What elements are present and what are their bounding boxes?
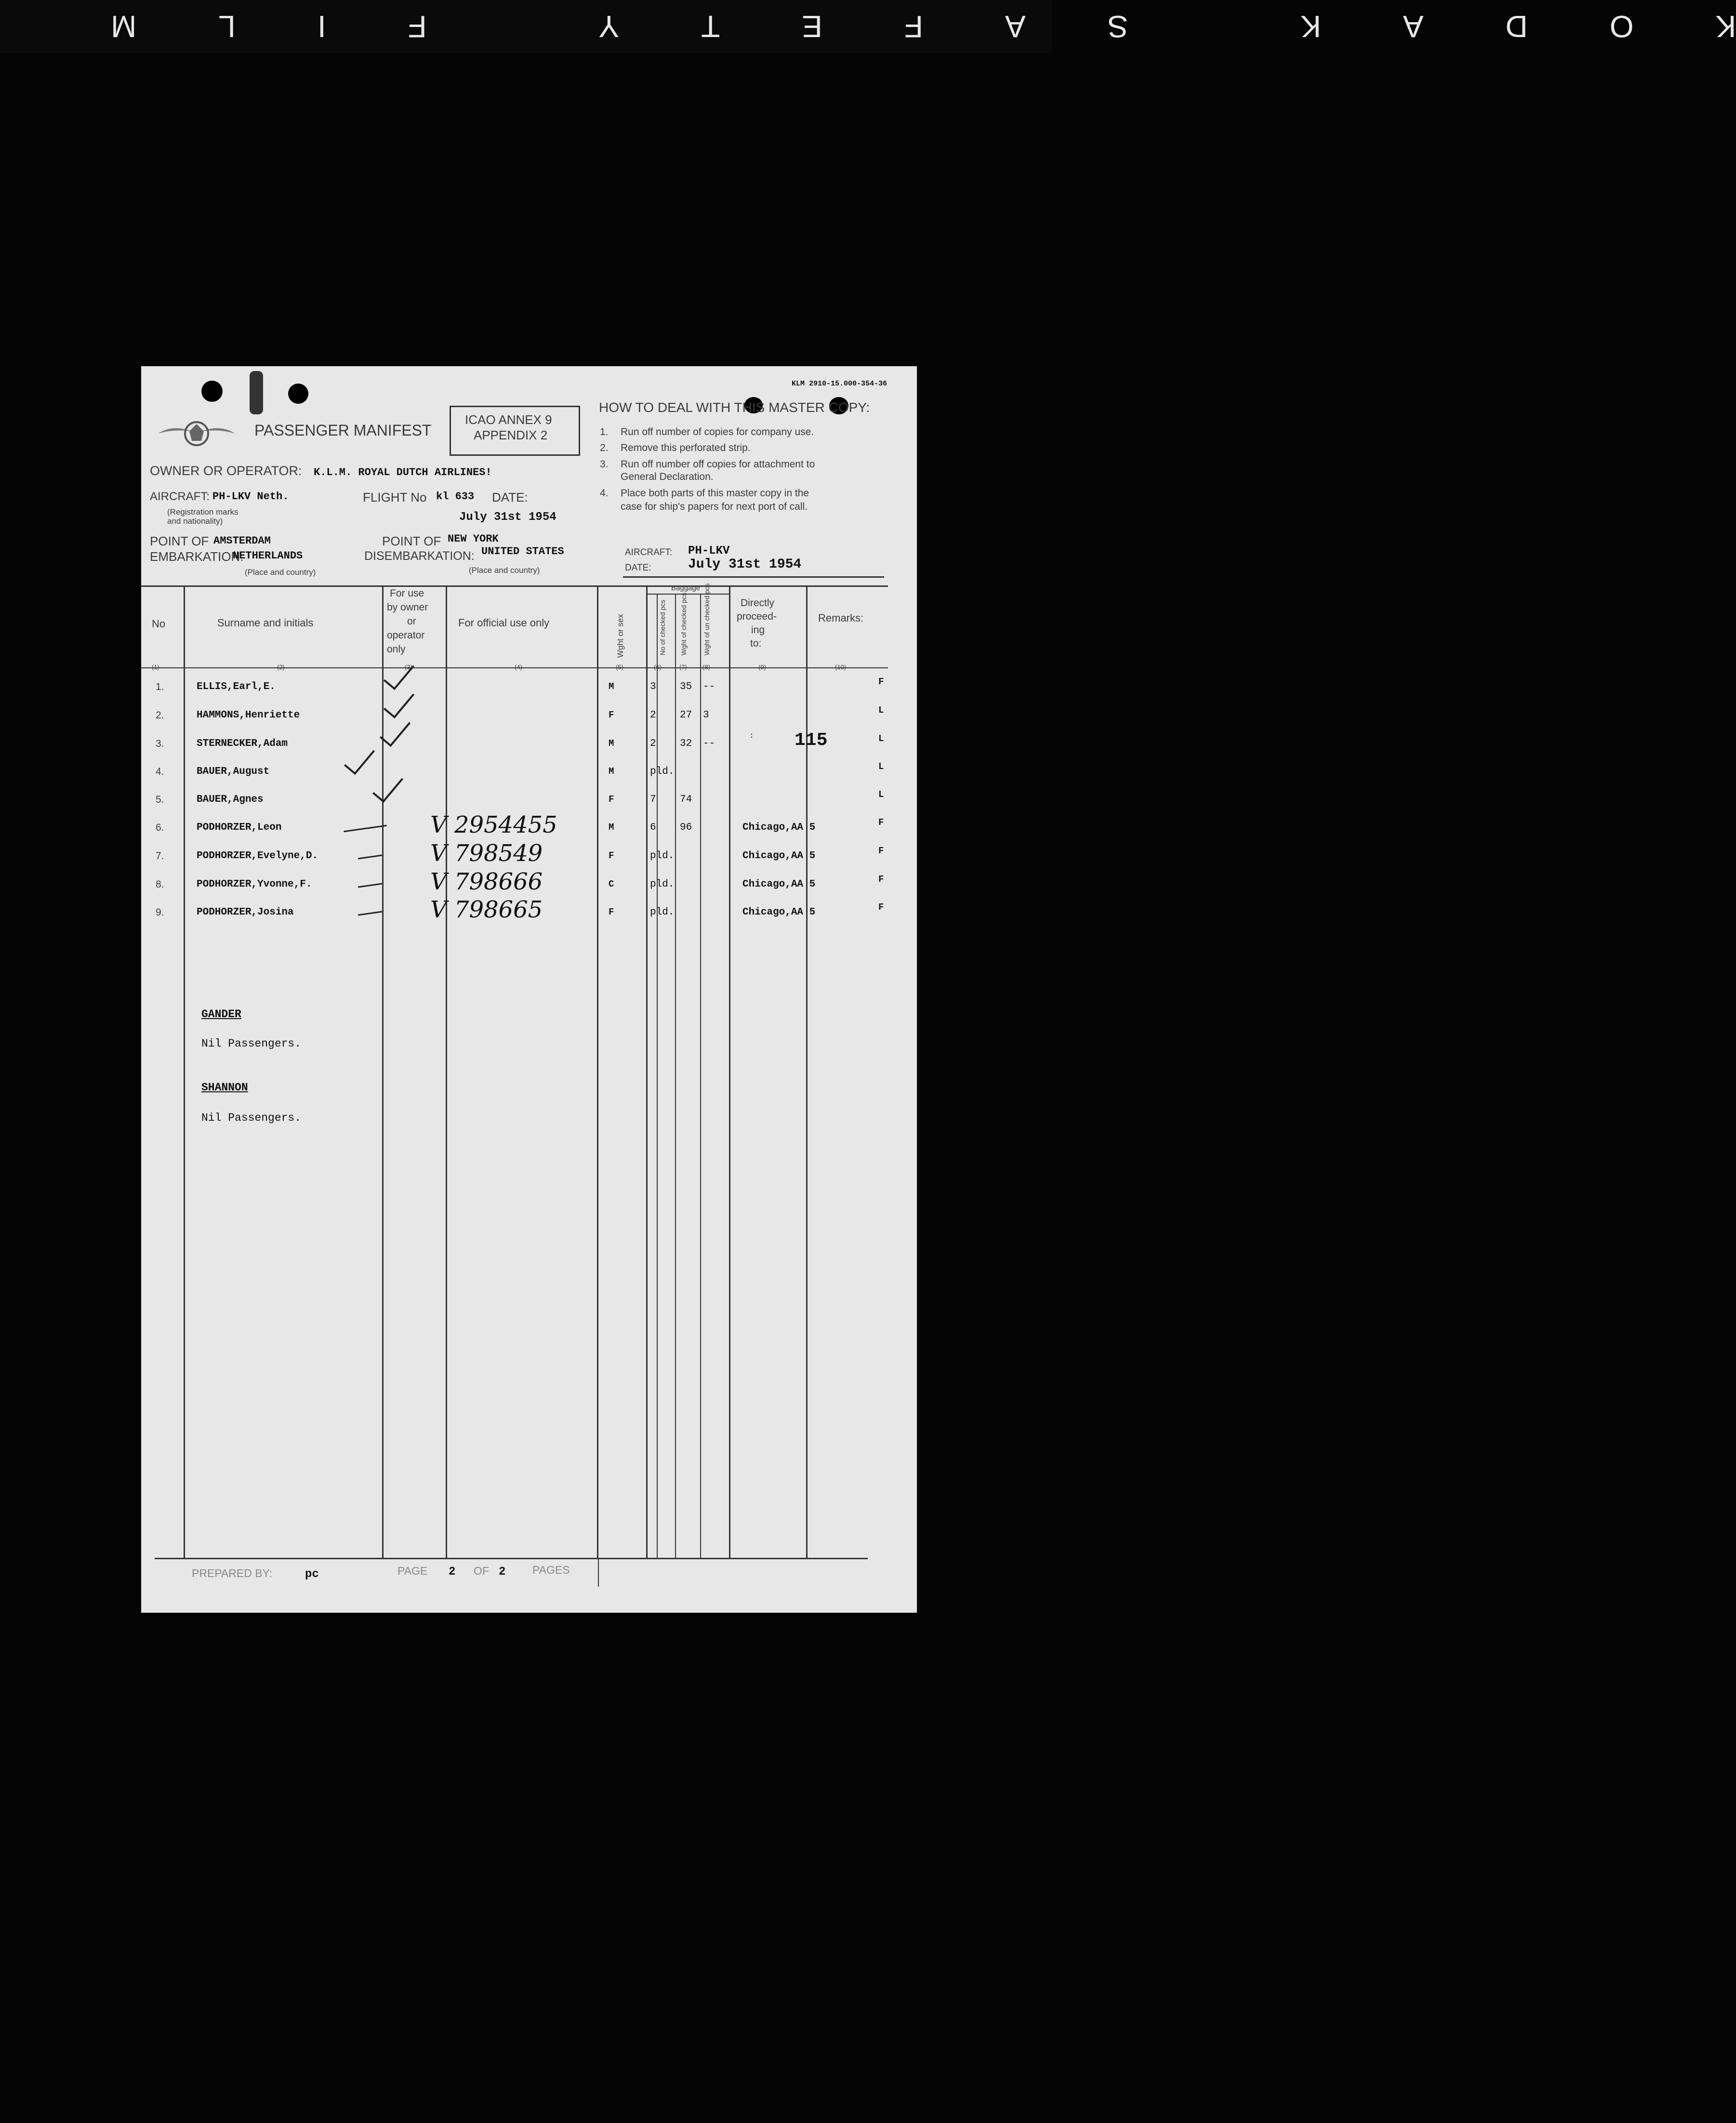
header-owner-use-line: For use [390,588,424,599]
table-top-rule [141,585,888,587]
header-remarks: Remarks: [818,612,864,624]
passenger-name: HAMMONS,Henriette [197,710,300,721]
instruction-number: 1. [600,426,609,438]
of-label: OF [474,1565,489,1577]
row-number: 5. [156,794,164,805]
header-checked-pcs: No of checked pcs [659,599,666,655]
column-number: (9) [758,663,766,671]
embark-city: AMSTERDAM [213,535,271,547]
instr-aircraft-label: AIRCRAFT: [625,547,673,557]
col-divider [382,585,384,1558]
disembark-country: UNITED STATES [481,545,564,557]
baggage-rule [646,594,729,595]
pages-label: PAGES [532,1564,570,1576]
sex-code: C [609,879,614,889]
header-checked-wght: Wght of checked pcs [680,593,688,655]
checked-weight: 27 [680,710,692,721]
checkmark-icon [372,770,403,803]
column-number: (8) [702,663,710,671]
sex-code: M [609,822,614,833]
col-divider [729,585,730,1558]
visa-number: V 798549 [430,840,543,867]
instruction-text: Place both parts of this master copy in the [621,488,809,499]
header-directly-line: Directly [741,597,775,609]
stop-note: Nil Passengers. [201,1037,302,1050]
header-sex: Wght or sex [616,614,625,658]
sex-code: M [609,738,614,749]
checkmark-icon [384,657,414,690]
header-official: For official use only [458,617,550,629]
remark-code: F [878,817,884,828]
page-label: PAGE [398,1565,428,1577]
registration-note: and nationality) [167,517,223,526]
visa-number: V 798666 [430,868,543,895]
row-number: 4. [156,766,164,777]
instr-date-label: DATE: [625,563,651,573]
film-edge-strip [0,0,1736,53]
row-number: 9. [156,907,164,918]
sex-code: M [609,681,614,692]
flight-label: FLIGHT No [363,490,427,504]
flight-date-label: DATE: [492,490,528,504]
checkmark-icon [384,686,414,718]
instruction-number: 3. [600,459,609,470]
header-owner-use-line: only [387,644,406,655]
disembark-label: DISEMBARKATION: [364,549,475,563]
sex-code: M [609,766,614,777]
punch-hole [288,384,308,404]
checked-weight: 96 [680,822,692,833]
checked-pieces: pld. [650,907,675,918]
row-number: 1. [156,681,164,692]
header-baggage: Baggage [671,584,701,592]
table-bottom-rule [155,1558,868,1559]
remark-code: F [878,902,884,913]
checked-pieces: 3 [650,681,656,692]
remark-code: F [878,846,884,856]
dash-mark [358,855,382,860]
checked-pieces: 7 [650,794,656,805]
instruction-number: 4. [600,488,609,499]
checked-pieces: pld. [650,879,675,890]
header-owner-use-line: operator [387,630,425,641]
passenger-name: STERNECKER,Adam [197,738,288,749]
column-number: (1) [152,663,159,671]
passenger-name: PODHORZER,Evelyne,D. [197,850,318,862]
sex-code: F [609,907,614,917]
icao-annex: ICAO ANNEX 9 [465,412,552,427]
instruction-text: Remove this perforated strip. [621,442,751,453]
instr-date-value: July 31st 1954 [688,557,802,572]
aircraft-value: PH-LKV Neth. [212,491,289,503]
destination: Chicago,AA 5 [742,850,816,862]
count-note: 115 [795,730,828,751]
row-number: 7. [156,850,164,862]
flight-date-value: July 31st 1954 [459,511,557,524]
disembark-city: NEW YORK [448,533,499,545]
prepared-value: pc [305,1568,319,1581]
klm-crown-logo-icon [153,412,240,451]
header-unchecked-wght: Wght of un checked pcs [703,583,711,655]
remark-code: L [878,761,884,772]
col-divider [675,594,676,1558]
row-number: 6. [156,822,164,833]
stop-place: SHANNON [201,1081,248,1094]
checked-pieces: 6 [650,822,656,833]
form-code: KLM 2910-15.000-354-36 [792,380,888,388]
stop-note: Nil Passengers. [201,1112,302,1124]
instructions-title: HOW TO DEAL WITH THIS MASTER COPY: [599,400,870,415]
checked-pieces: pld. [650,766,675,777]
remark-code: L [878,733,884,744]
instruction-text: case for ship's papers for next port of call. [621,501,808,512]
destination: Chicago,AA 5 [742,822,816,833]
column-number: (3) [405,663,412,671]
embark-note: (Place and country) [245,568,316,577]
header-owner-use-line: by owner [387,602,428,613]
header-surname: Surname and initials [217,617,314,629]
checked-weight: 74 [680,794,692,805]
document-title: PASSENGER MANIFEST [254,422,432,439]
sex-code: F [609,710,614,720]
passenger-name: PODHORZER,Josina [197,907,294,918]
passenger-name: BAUER,Agnes [197,794,264,805]
visa-number: V 798665 [430,896,543,923]
unchecked-weight: -- [703,738,716,749]
sex-code: F [609,850,614,861]
instruction-text: General Declaration. [621,471,714,482]
header-owner-use-line: or [407,616,416,627]
dash-mark [358,911,382,916]
instructions-divider [623,576,884,578]
instr-aircraft-value: PH-LKV [688,544,730,557]
header-directly-line: ing [751,624,765,636]
punch-hole [201,381,223,402]
checkmark-icon [380,714,411,747]
passenger-name: BAUER,August [197,766,270,777]
prepared-label: PREPARED BY: [192,1567,273,1579]
destination: Chicago,AA 5 [742,879,816,890]
of-value: 2 [499,1566,506,1579]
checked-pieces: pld. [650,850,675,862]
unchecked-weight: 3 [703,710,709,721]
column-number: (10) [835,663,847,671]
embark-label: EMBARKATION: [150,549,244,564]
remark-code: F [878,874,884,885]
embark-label: POINT OF [150,534,209,548]
aircraft-label: AIRCRAFT: [150,490,210,503]
column-number: (2) [277,663,285,671]
dash-mark [344,825,387,832]
remark-code: L [878,789,884,800]
passenger-name: ELLIS,Earl,E. [197,681,276,692]
disembark-note: (Place and country) [469,566,540,575]
registration-note: (Registration marks [167,507,239,517]
passenger-manifest-document [141,366,917,1613]
crease-mark [250,371,263,414]
page-value: 2 [449,1566,456,1579]
checked-pieces: 2 [650,710,656,721]
passenger-name: PODHORZER,Leon [197,822,282,833]
tick-mark: : [749,731,754,740]
column-number: (7) [679,663,687,671]
column-number: (6) [654,663,662,671]
film-edge-text: KODAK SAFETY FILM [29,9,1736,44]
icao-appendix: APPENDIX 2 [474,428,548,442]
sex-code: F [609,794,614,805]
destination: Chicago,AA 5 [742,907,816,918]
checked-pieces: 2 [650,738,656,749]
col-divider [646,585,648,1558]
embark-country: NETHERLANDS [233,550,303,562]
owner-label: OWNER OR OPERATOR: [150,464,302,478]
col-divider [700,594,701,1558]
stop-place: GANDER [201,1008,241,1021]
row-number: 2. [156,710,164,721]
passenger-name: PODHORZER,Yvonne,F. [197,879,312,890]
dash-mark [358,883,382,888]
header-no: No [152,618,166,630]
row-number: 8. [156,879,164,890]
column-number: (5) [616,663,623,671]
col-divider [184,585,185,1558]
unchecked-weight: -- [703,681,716,692]
column-number: (4) [515,663,522,671]
remark-code: F [878,677,884,687]
instruction-number: 2. [600,442,609,453]
checked-weight: 32 [680,738,692,749]
checkmark-icon [344,742,375,775]
header-directly-line: proceed- [737,611,777,622]
perforation-line [598,1558,599,1587]
col-divider [597,585,598,1558]
row-number: 3. [156,738,164,749]
remark-code: L [878,705,884,716]
checked-weight: 35 [680,681,692,692]
instruction-text: Run off number of copies for company use. [621,426,814,438]
col-divider [446,585,447,1558]
header-directly-line: to: [750,638,762,649]
flight-value: kl 633 [436,491,475,503]
col-divider [657,594,658,1558]
disembark-label: POINT OF [382,534,441,548]
visa-number: V 2954455 [430,811,557,838]
owner-value: K.L.M. ROYAL DUTCH AIRLINES! [314,466,492,478]
instruction-text: Run off number off copies for attachment to [621,459,815,470]
